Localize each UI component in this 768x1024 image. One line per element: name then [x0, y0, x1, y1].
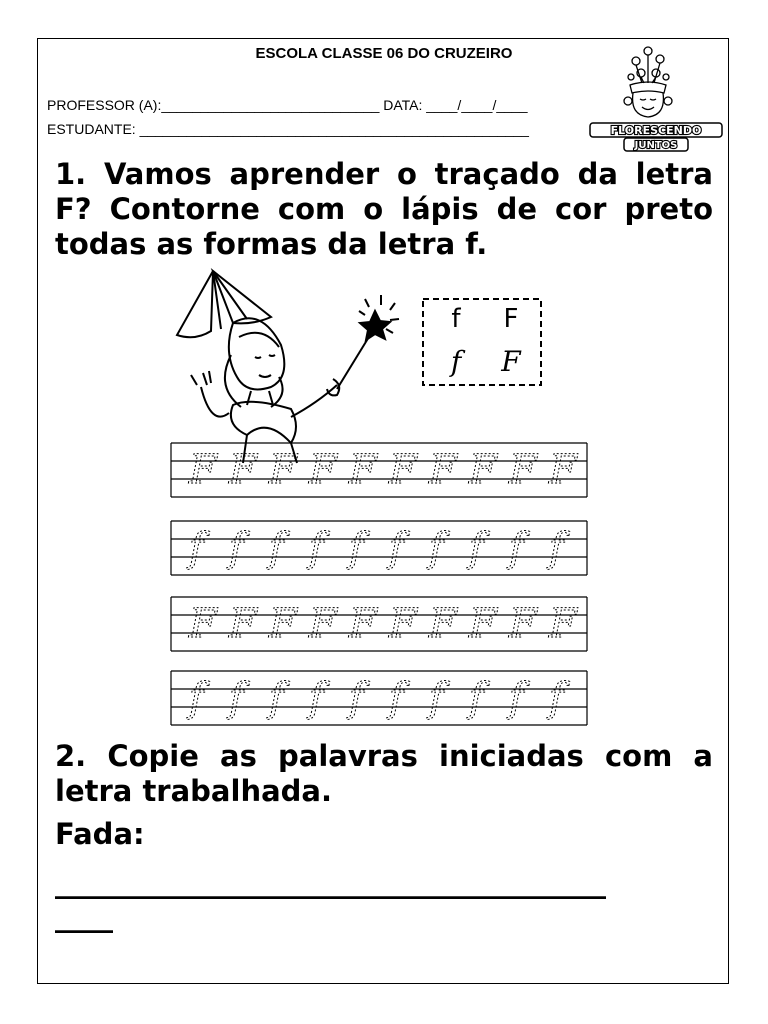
- tracing-letter: f: [229, 525, 244, 571]
- fairy-illustration: [151, 267, 618, 735]
- cursive-upper-f: F: [501, 345, 521, 378]
- tracing-letter: f: [469, 675, 484, 721]
- print-lower-f: f: [451, 304, 461, 334]
- tracing-letter: F: [269, 447, 297, 493]
- worksheet: [37, 38, 729, 984]
- question-1: 1. Vamos aprender o traçado da letra F? Contorne com o lápis de cor preto todas as formas da letra f.: [55, 157, 713, 261]
- student-line: ESTUDANTE: __________________________________________________: [47, 121, 529, 137]
- tracing-letter: f: [389, 675, 404, 721]
- flower-pot-face-icon: [586, 41, 726, 153]
- tracing-row: [171, 671, 587, 725]
- school-name: ESCOLA CLASSE 06 DO CRUZEIRO: [255, 45, 513, 62]
- tracing-letter: F: [229, 601, 257, 647]
- tracing-letter: f: [429, 525, 444, 571]
- tracing-letter: F: [429, 601, 457, 647]
- tracing-letter: F: [349, 601, 377, 647]
- professor-date-line: PROFESSOR (A):____________________________ DATA: ____/____/____: [47, 97, 528, 113]
- tracing-letter: f: [309, 525, 324, 571]
- tracing-letter: f: [549, 525, 564, 571]
- tracing-letter: F: [309, 601, 337, 647]
- tracing-letter: F: [349, 447, 377, 493]
- tracing-letter: f: [189, 675, 204, 721]
- tracing-letter: F: [469, 447, 497, 493]
- logo-text-2: JUNTOS: [634, 140, 678, 151]
- answer-line-2[interactable]: ____: [55, 899, 113, 933]
- tracing-letter: f: [469, 525, 484, 571]
- tracing-row: [171, 443, 587, 497]
- tracing-letter: f: [429, 675, 444, 721]
- tracing-letter: F: [509, 601, 537, 647]
- print-upper-f: F: [503, 304, 519, 334]
- tracing-letter: f: [349, 675, 364, 721]
- tracing-letter: F: [549, 447, 577, 493]
- logo-text-1: FLORESCENDO: [610, 124, 702, 137]
- tracing-letter: F: [309, 447, 337, 493]
- tracing-letter: f: [349, 525, 364, 571]
- tracing-letter: F: [189, 601, 217, 647]
- tracing-letter: F: [229, 447, 257, 493]
- tracing-letter: f: [389, 525, 404, 571]
- tracing-letter: F: [389, 447, 417, 493]
- fairy-icon: [177, 271, 399, 463]
- tracing-letter: f: [229, 675, 244, 721]
- school-logo: [586, 41, 726, 153]
- tracing-letter: f: [309, 675, 324, 721]
- tracing-letter: F: [429, 447, 457, 493]
- tracing-letter: F: [469, 601, 497, 647]
- tracing-letter: F: [269, 601, 297, 647]
- tracing-row: [171, 521, 587, 575]
- cursive-lower-f: f: [450, 345, 462, 378]
- tracing-letter: F: [509, 447, 537, 493]
- word-fada: Fada:: [55, 817, 145, 851]
- tracing-letter: F: [189, 447, 217, 493]
- tracing-letter: f: [549, 675, 564, 721]
- tracing-letter: f: [189, 525, 204, 571]
- tracing-letter: f: [269, 675, 284, 721]
- tracing-letter: F: [549, 601, 577, 647]
- tracing-row: [171, 597, 587, 651]
- letter-reference-box: [423, 299, 541, 385]
- tracing-rows: [171, 443, 587, 725]
- tracing-letter: F: [389, 601, 417, 647]
- tracing-letter: f: [269, 525, 284, 571]
- tracing-letter: f: [509, 525, 524, 571]
- question-2: 2. Copie as palavras iniciadas com a letra trabalhada.: [55, 739, 713, 808]
- answer-line-1[interactable]: ______________________________________: [55, 865, 606, 899]
- tracing-letter: f: [509, 675, 524, 721]
